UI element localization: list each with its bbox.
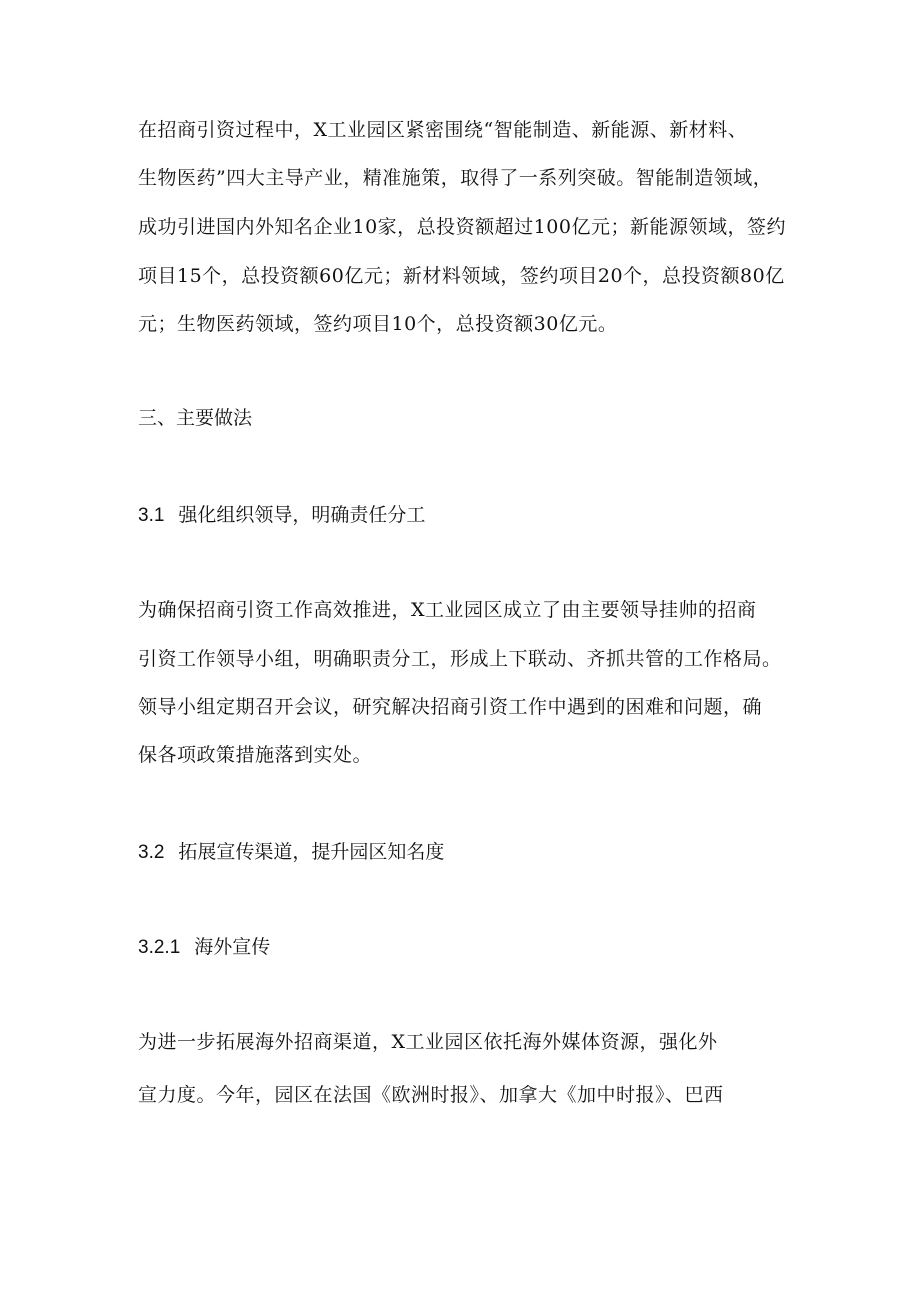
paragraph-line: 领导小组定期召开会议，研究解决招商引资工作中遇到的困难和问题，确	[138, 696, 763, 718]
paragraph-line: 在招商引资过程中，X工业园区紧密围绕“智能制造、新能源、新材料、	[138, 119, 748, 141]
paragraph-line: 为确保招商引资工作高效推进，X工业园区成立了由主要领导挂帅的招商	[138, 599, 757, 621]
paragraph-line: 保各项政策措施落到实处。	[138, 744, 373, 766]
subsection-title: 强化组织领导，明确责任分工	[178, 504, 426, 526]
subsection-title: 海外宣传	[194, 936, 271, 958]
subsection-number: 3.2	[138, 842, 165, 863]
section-heading: 三、主要做法	[138, 407, 253, 429]
paragraph-line: 成功引进国内外知名企业10家，总投资额超过100亿元；新能源领域，签约	[138, 216, 786, 238]
paragraph-line: 引资工作领导小组，明确职责分工，形成上下联动、齐抓共管的工作格局。	[138, 648, 782, 670]
subsection-title: 拓展宣传渠道，提升园区知名度	[178, 841, 445, 863]
subsubsection-heading	[138, 934, 270, 961]
paragraph-line: 生物医药”四大主导产业，精准施策，取得了一系列突破。智能制造领域，	[138, 167, 773, 189]
subsection-heading	[138, 839, 444, 866]
paragraph-line: 项目15个，总投资额60亿元；新材料领域，签约项目20个，总投资额80亿	[138, 265, 785, 287]
paragraph-line: 元；生物医药领域，签约项目10个，总投资额30亿元。	[138, 313, 618, 335]
subsection-number: 3.2.1	[138, 937, 181, 958]
paragraph-line: 为进一步拓展海外招商渠道，X工业园区依托海外媒体资源，强化外	[138, 1031, 718, 1053]
subsection-number: 3.1	[138, 505, 165, 526]
paragraph-line: 宣力度。今年，园区在法国《欧洲时报》、加拿大《加中时报》、巴西	[138, 1084, 724, 1106]
subsection-heading	[138, 502, 425, 529]
